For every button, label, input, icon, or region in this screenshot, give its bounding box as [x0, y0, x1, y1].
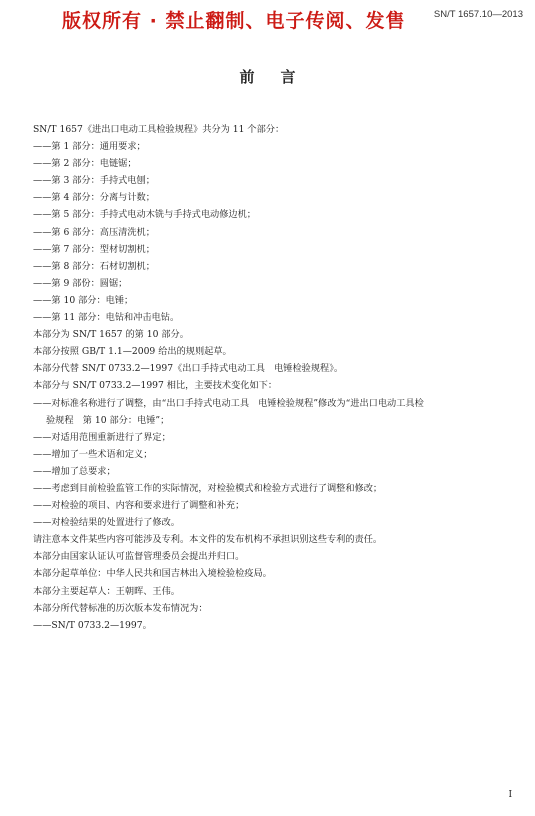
body-line: ——第 9 部份：圆锯；	[33, 277, 128, 289]
copyright-watermark: 版权所有 · 禁止翻制、电子传阅、发售	[62, 10, 406, 32]
body-line: ——第 2 部分：电链锯；	[33, 158, 137, 170]
body-line: ——第 4 部分：分离与计数；	[33, 192, 155, 204]
body-line: ——对适用范围重新进行了界定；	[33, 431, 171, 443]
body-line: 本部分代替 SN/T 0733.2—1997《出口手持式电动工具 电锤检验规程》。	[33, 363, 344, 375]
body-line: ——第 5 部分：手持式电动木铣与手持式电动修边机；	[33, 209, 256, 221]
body-line: ——考虑到目前检验监管工作的实际情况，对检验模式和检验方式进行了调整和修改；	[33, 482, 383, 494]
body-line: ——第 1 部分：通用要求；	[33, 141, 146, 153]
body-line-continuation: 验规程 第 10 部分：电锤”；	[46, 414, 170, 426]
body-line: 本部分由国家认证认可监督管理委员会提出并归口。	[33, 551, 245, 563]
body-line: ——SN/T 0733.2—1997。	[33, 619, 152, 631]
body-line: SN/T 1657《进出口电动工具检验规程》共分为 11 个部分：	[33, 124, 285, 135]
body-line: 本部分起草单位：中华人民共和国吉林出入境检验检疫局。	[33, 568, 272, 580]
body-line: ——第 11 部分：电钻和冲击电钻。	[33, 312, 180, 324]
body-line: ——第 3 部分：手持式电刨；	[33, 175, 155, 187]
body-line: ——第 7 部分：型材切割机；	[33, 243, 155, 255]
body-line: 本部分为 SN/T 1657 的第 10 部分。	[33, 329, 189, 341]
body-line: 本部分与 SN/T 0733.2—1997 相比，主要技术变化如下：	[33, 380, 278, 392]
body-line: ——对标准名称进行了调整，由“出口手持式电动工具 电锤检验规程”修改为“进出口电动工具检	[33, 397, 424, 409]
standard-code: SN/T 1657.10—2013	[433, 9, 523, 20]
page-title: 前言	[239, 68, 322, 86]
body-line: ——对检验的项目、内容和要求进行了调整和补充；	[33, 500, 245, 512]
page-header	[0, 0, 535, 40]
body-line: ——增加了总要求；	[33, 465, 116, 477]
body-line: 请注意本文件某些内容可能涉及专利。本文件的发布机构不承担识别这些专利的责任。	[33, 534, 383, 546]
body-line: 本部分主要起草人：王朝晖、王伟。	[33, 585, 180, 597]
foreword-body	[33, 121, 528, 634]
body-line: ——第 6 部分：高压清洗机；	[33, 226, 155, 238]
body-line: 本部分所代替标准的历次版本发布情况为：	[33, 602, 208, 614]
body-line: ——第 8 部分：石材切割机；	[33, 260, 155, 272]
body-line: ——增加了一些术语和定义；	[33, 448, 153, 460]
body-line: ——第 10 部分：电锤；	[33, 294, 134, 306]
body-line: ——对检验结果的处置进行了修改。	[33, 517, 180, 529]
page-number: I	[508, 790, 512, 800]
body-line: 本部分按照 GB/T 1.1—2009 给出的规则起草。	[33, 346, 232, 358]
